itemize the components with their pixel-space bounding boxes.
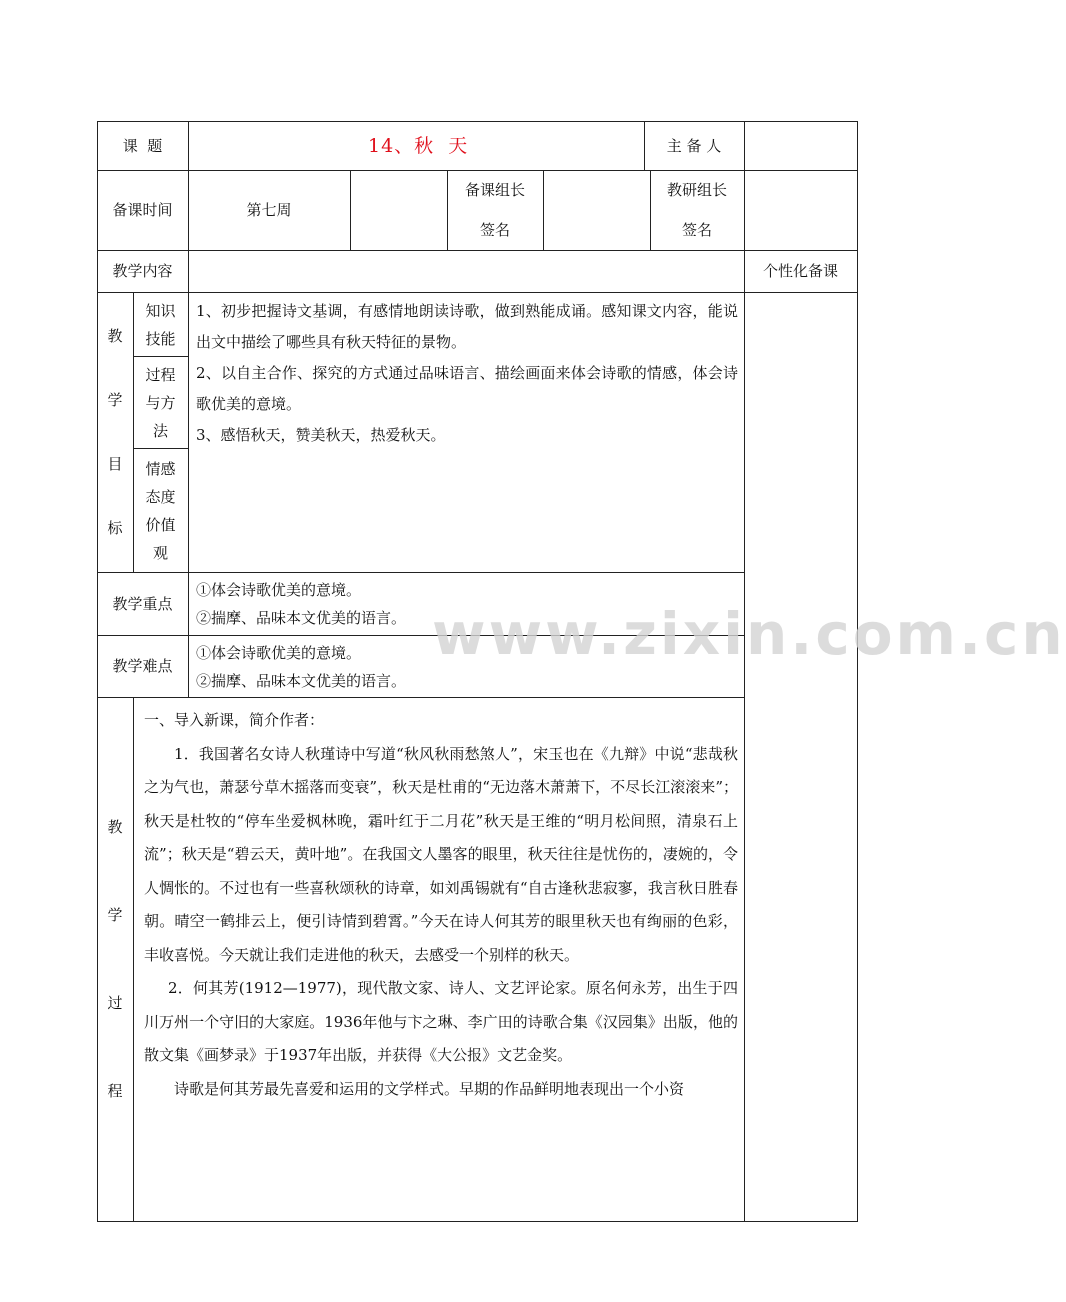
goals-side-char: 学	[107, 391, 123, 409]
key-point-item: ②揣摩、品味本文优美的语言。	[196, 609, 407, 627]
process-side-char: 过	[107, 994, 123, 1012]
key-points-label: 教学重点	[112, 594, 173, 613]
research-leader-line2: 签名	[681, 221, 712, 239]
goal-item: 2、以自主合作、探究的方式通过品味语言、描绘画面来体会诗歌的情感，体会诗歌优美的意境。	[196, 364, 738, 413]
goals-side-char: 目	[107, 455, 123, 473]
week-value: 第七周	[246, 201, 292, 219]
process-paragraph-3: 诗歌是何其芳最先喜爱和运用的文学样式。早期的作品鲜明地表现出一个小资	[174, 1079, 685, 1098]
process-text	[144, 704, 738, 1106]
time-label: 备课时间	[112, 201, 173, 219]
preparer-label: 主 备 人	[666, 136, 722, 155]
process-side-char: 教	[107, 818, 123, 836]
group-leader-line1: 备课组长	[464, 181, 525, 199]
process-side-label	[97, 800, 133, 1152]
personal-label: 个性化备课	[762, 262, 838, 280]
research-leader-label	[650, 170, 744, 250]
goals-side-label	[97, 310, 133, 550]
goal-sub-line: 价值	[145, 516, 176, 534]
preparer-value	[744, 121, 857, 170]
process-side-char: 程	[107, 1082, 123, 1100]
goals-text	[196, 296, 738, 451]
process-heading: 一、导入新课，简介作者：	[144, 711, 325, 729]
goal-sub-line: 态度	[145, 488, 176, 506]
difficulty-item: ①体会诗歌优美的意境。	[196, 644, 362, 662]
content-label: 教学内容	[112, 262, 173, 280]
difficulty-item: ②揣摩、品味本文优美的语言。	[196, 672, 407, 690]
goal-item: 3、感悟秋天，赞美秋天，热爱秋天。	[196, 426, 446, 444]
research-leader-line1: 教研组长	[666, 181, 727, 199]
lesson-title: 14、秋 天	[368, 134, 469, 157]
goal-sub-line: 与方	[145, 394, 176, 412]
process-side-char: 学	[107, 906, 123, 924]
goals-side-char: 标	[107, 519, 123, 537]
goal-sub-process	[133, 361, 188, 445]
topic-label: 课 题	[122, 136, 163, 155]
process-paragraph-1: 1．我国著名女诗人秋瑾诗中写道“秋风秋雨愁煞人”，宋玉也在《九辩》中说“悲哉秋之为气也，萧瑟兮草木摇落而变衰”，秋天是杜甫的“无边落木萧萧下，不尽长江滚滚来”；秋天是杜牧的“停车坐爱枫林晚，霜叶红于二月花”秋天是王维的“明月松间照，清泉石上流”；秋天是“碧云天，黄叶地”。在我国文人墨客的眼里，秋天往往是忧伤的，凄婉的，令人惆怅的。不过也有一些喜秋颂秋的诗章，如刘禹锡就有“自古逢秋悲寂寥，我言秋日胜春朝。晴空一鹤排云上，便引诗情到碧霄。”今天在诗人何其芳的眼里秋天也有绚丽的色彩，丰收喜悦。今天就让我们走进他的秋天，去感受一个别样的秋天。	[144, 744, 738, 964]
group-leader-line2: 签名	[479, 221, 510, 239]
goal-sub-line: 过程	[145, 366, 176, 384]
goal-sub-emotion	[133, 455, 188, 567]
goal-sub-line: 情感	[145, 460, 176, 478]
goal-sub-line: 技能	[145, 330, 176, 348]
goals-side-char: 教	[107, 327, 123, 345]
difficulties-label: 教学难点	[112, 657, 173, 675]
group-leader-label	[447, 170, 543, 250]
goal-sub-line: 法	[152, 422, 168, 440]
goal-sub-knowledge	[133, 297, 188, 353]
key-point-item: ①体会诗歌优美的意境。	[196, 581, 362, 599]
watermark: www.zixin.com.cn	[432, 600, 1066, 668]
process-paragraph-2: 2．何其芳(1912—1977)，现代散文家、诗人、文艺评论家。原名何永芳，出生于四川万州一个守旧的大家庭。1936年他与卞之琳、李广田的诗歌合集《汉园集》出版，他的散文集《画梦录》于1937年出版，并获得《大公报》文艺金奖。	[144, 979, 738, 1064]
goal-sub-line: 观	[152, 544, 168, 562]
goal-sub-line: 知识	[145, 302, 176, 320]
goal-item: 1、初步把握诗文基调，有感情地朗读诗歌，做到熟能成诵。感知课文内容，能说出文中描绘了哪些具有秋天特征的景物。	[196, 302, 738, 351]
